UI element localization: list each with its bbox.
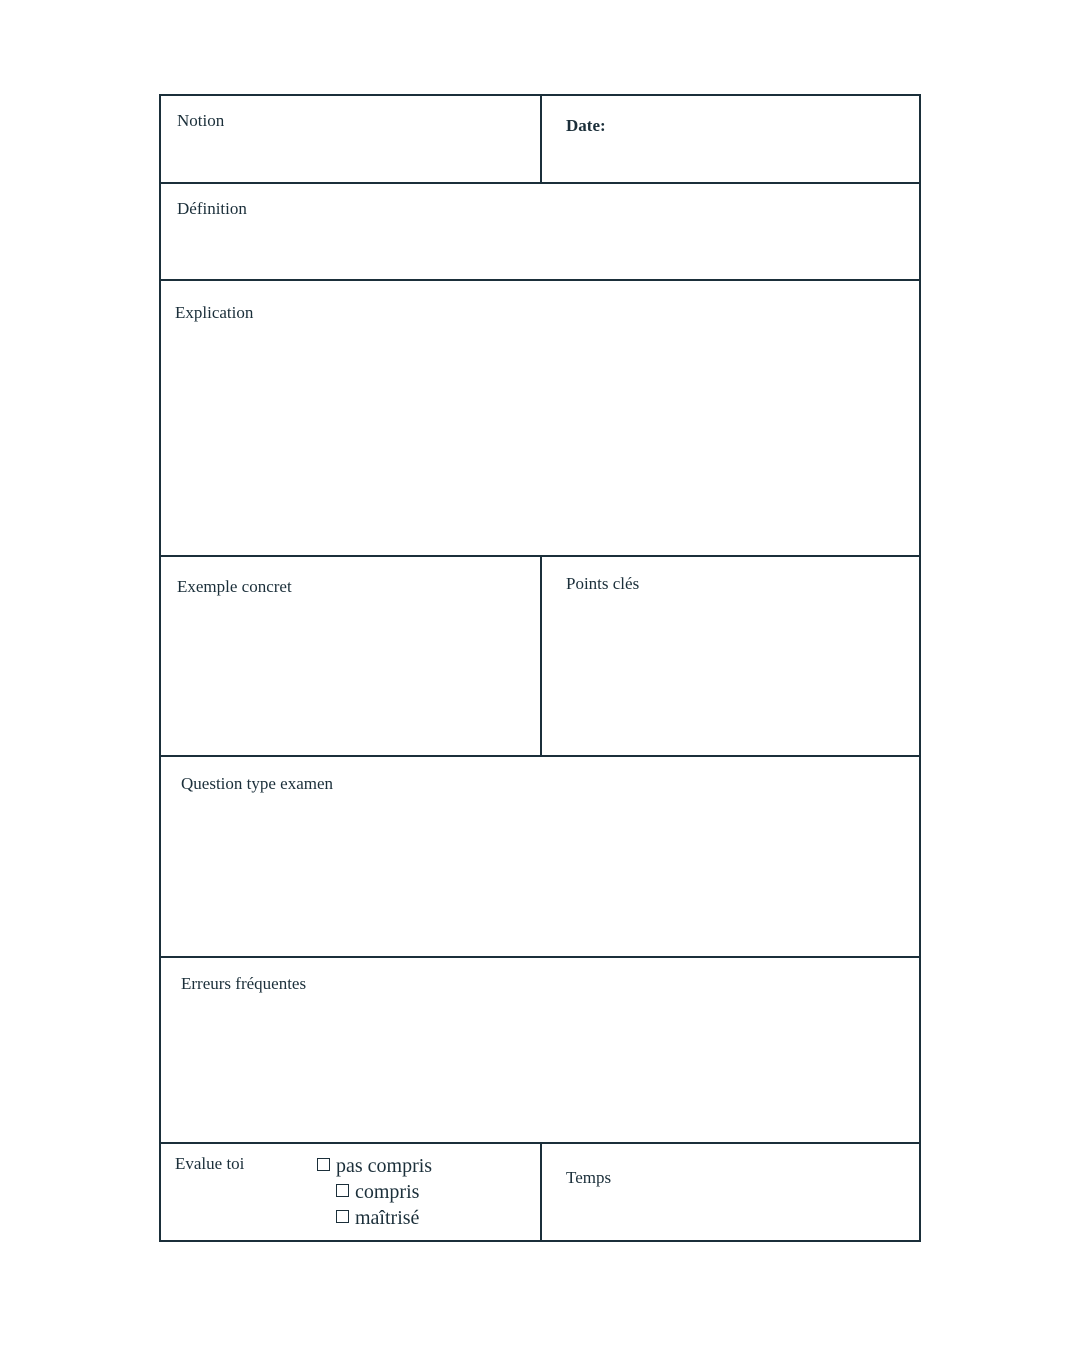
divider-evalue-temps (540, 1142, 542, 1242)
exemple-concret-label: Exemple concret (177, 577, 292, 596)
option-compris[interactable] (336, 1182, 419, 1202)
empty-checkbox-icon[interactable] (317, 1158, 330, 1171)
notion-label: Notion (177, 111, 225, 130)
question-type-examen-label: Question type examen (181, 774, 334, 793)
erreurs-frequentes-label: Erreurs fréquentes (181, 974, 307, 993)
divider-exemple-points (540, 555, 542, 757)
divider-definition-bottom (161, 279, 919, 281)
option-label: pas compris (336, 1155, 433, 1177)
definition-label: Définition (177, 199, 247, 218)
date-label: Date: (566, 116, 606, 135)
divider-question-bottom (161, 956, 919, 958)
option-label: compris (355, 1181, 420, 1203)
divider-notion-date (540, 96, 542, 184)
empty-checkbox-icon[interactable] (336, 1184, 349, 1197)
option-pas-compris[interactable] (317, 1156, 432, 1176)
empty-checkbox-icon[interactable] (336, 1210, 349, 1223)
evalue-toi-label: Evalue toi (175, 1154, 245, 1173)
study-sheet-form (159, 94, 921, 1242)
option-maitrise[interactable] (336, 1208, 419, 1228)
temps-label: Temps (566, 1168, 612, 1187)
option-label: maîtrisé (355, 1207, 420, 1229)
explication-label: Explication (175, 303, 254, 322)
points-cles-label: Points clés (566, 574, 640, 593)
